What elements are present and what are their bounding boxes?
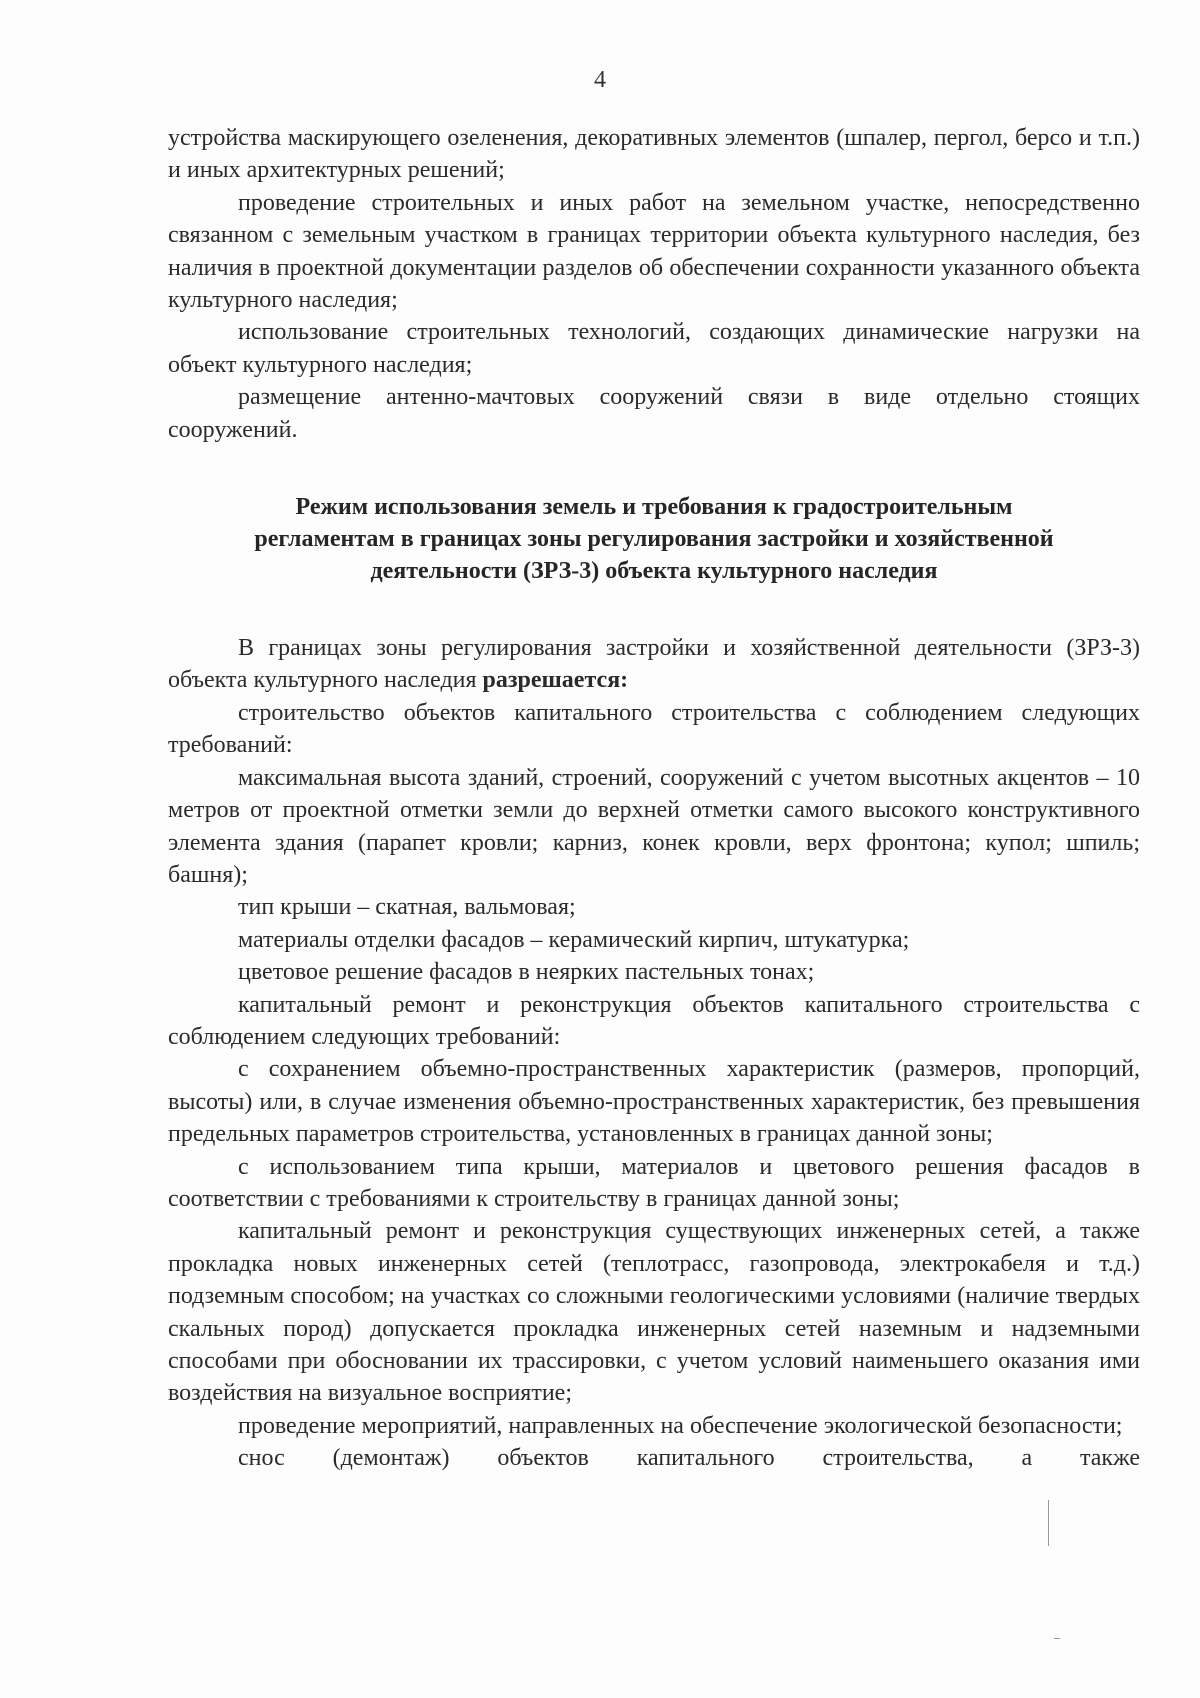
paragraph-top-3: использование строительных технологий, создающих динамические нагрузки на объект культурного наследия; [168, 319, 1140, 378]
page-number: 4 [594, 67, 606, 93]
section-heading [168, 491, 1140, 587]
paragraph-bottom-2: максимальная высота зданий, строений, сооружений с учетом высотных акцентов – 10 метров от проектной отметки земли до верхней отметки самого высокого конструктивного элемента здания (парапет кровли; карниз, конек кровли, верх фронтона; купол; шпиль; башня); [168, 764, 1140, 888]
scan-artifact-dot [1054, 1638, 1060, 1639]
section-heading-line-1: Режим использования земель и требования к градостроительным [295, 494, 1013, 521]
paragraph-bottom-11: снос (демонтаж) объектов капитального строительства, а также [238, 1445, 1140, 1472]
paragraph-bottom-10: проведение мероприятий, направленных на обеспечение экологической безопасности; [238, 1412, 1123, 1439]
section-heading-line-2: регламентам в границах зоны регулирования застройки и хозяйственной [254, 526, 1054, 553]
intro-text: В границах зоны регулирования застройки и хозяйственной деятельности (ЗРЗ-3) объекта культурного наследия [168, 635, 1140, 694]
paragraph-bottom-9: капитальный ремонт и реконструкция существующих инженерных сетей, а также прокладка новых инженерных сетей (теплотрасс, газопровода, электрокабеля и т.д.) подземным способом; на участках со сложными геологическими условиями (наличие твердых скальных пород) допускается прокладка инженерных сетей наземным и надземными способами при обосновании их трассировки, с учетом условий наименьшего оказания ими воздействия на визуальное восприятие; [168, 1218, 1140, 1407]
intro-paragraph [168, 632, 1140, 697]
intro-bold: разрешается: [482, 667, 629, 694]
paragraph-bottom-3: тип крыши – скатная, вальмовая; [238, 894, 576, 921]
paragraph-top-4: размещение антенно-мачтовых сооружений связи в виде отдельно стоящих сооружений. [168, 384, 1140, 443]
paragraph-bottom-5: цветовое решение фасадов в неярких пастельных тонах; [238, 959, 815, 986]
section-heading-line-3: деятельности (ЗРЗ-3) объекта культурного наследия [370, 558, 938, 585]
document-body [168, 122, 1140, 1475]
scan-artifact-mark [1048, 1500, 1049, 1546]
paragraph-top-2: проведение строительных и иных работ на земельном участке, непосредственно связанном с земельным участком в границах территории объекта культурного наследия, без наличия в проектной документации разделов об обеспечении сохранности указанного объекта культурного наследия; [168, 189, 1140, 314]
paragraph-bottom-8: с использованием типа крыши, материалов и цветового решения фасадов в соответствии с требованиями к строительству в границах данной зоны; [168, 1153, 1140, 1212]
paragraph-bottom-4: материалы отделки фасадов – керамический кирпич, штукатурка; [238, 926, 910, 953]
paragraph-bottom-1: строительство объектов капитального строительства с соблюдением следующих требований: [168, 699, 1140, 759]
paragraph-bottom-7: с сохранением объемно-пространственных характеристик (размеров, пропорций, высоты) или, в случае изменения объемно-пространственных характеристик, без превышения предельных параметров строительства, установленных в границах данной зоны; [168, 1056, 1140, 1148]
paragraph-top-1: устройства маскирующего озеленения, декоративных элементов (шпалер, пергол, берсо и т.п.) и иных архитектурных решений; [168, 125, 1140, 184]
paragraph-bottom-6: капитальный ремонт и реконструкция объектов капитального строительства с соблюдением следующих требований: [168, 991, 1140, 1050]
section-gap [168, 587, 1140, 632]
